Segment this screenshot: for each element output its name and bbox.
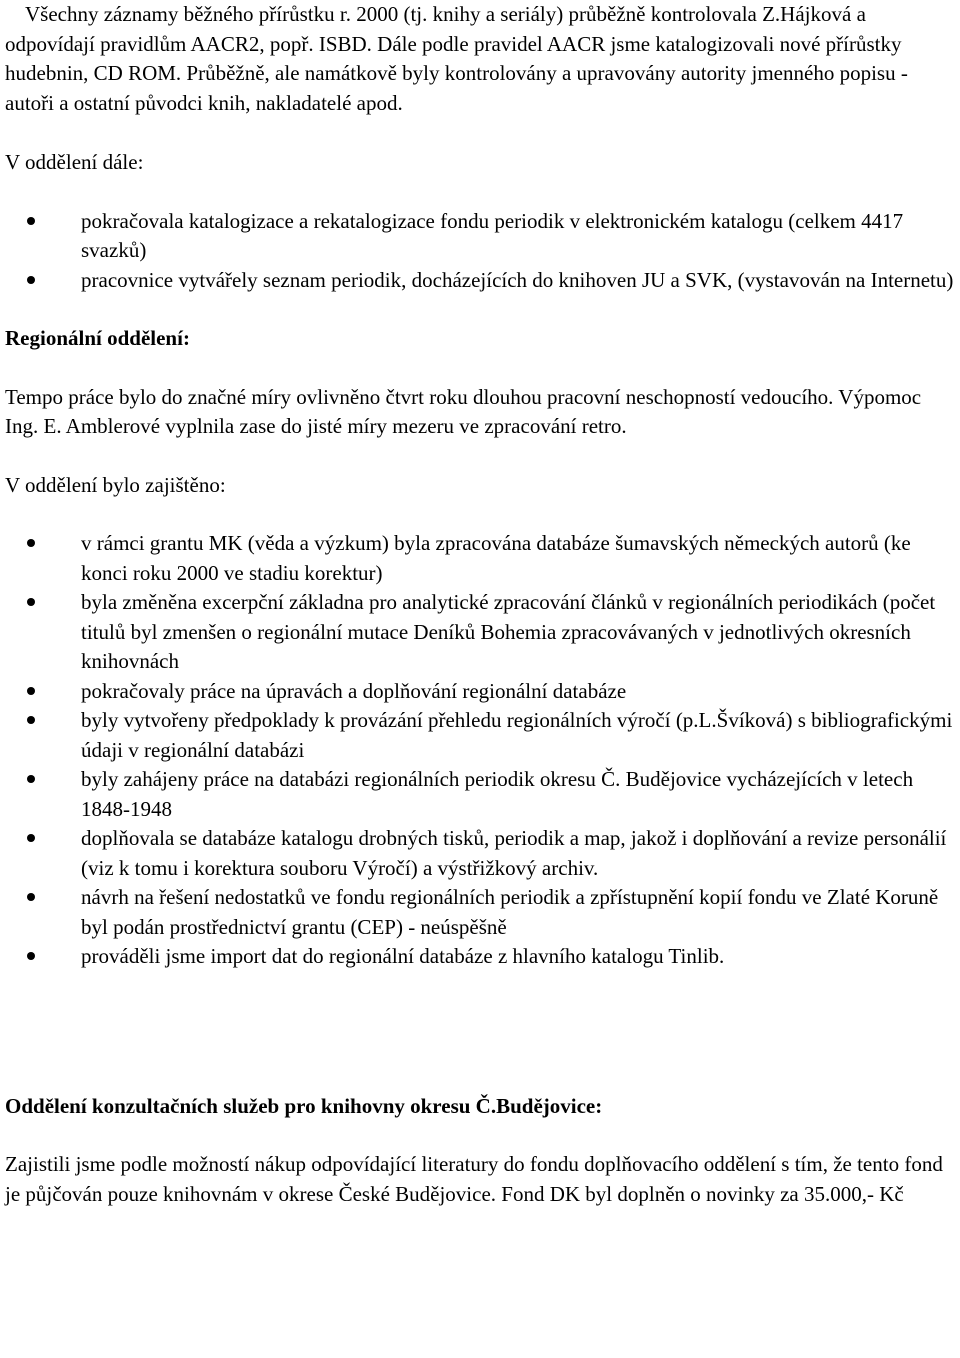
bullet-icon <box>27 687 35 695</box>
list-item: pracovnice vytvářely seznam periodik, docházejících do knihoven JU a SVK, (vystavován na Internetu) <box>5 266 957 296</box>
department-list <box>5 207 957 296</box>
consult-paragraph: Zajistili jsme podle možností nákup odpovídající literatury do fondu doplňovacího oddělení s tím, že tento fond je půjčován pouze knihovnám v okrese České Budějovice. Fond DK byl doplněn o novinky za 35.000,- Kč <box>5 1152 943 1206</box>
bullet-icon <box>27 716 35 724</box>
bullet-icon <box>27 834 35 842</box>
list-item: pokračovaly práce na úpravách a doplňování regionální databáze <box>5 677 957 707</box>
bullet-icon <box>27 952 35 960</box>
regional-heading: Regionální oddělení: <box>5 326 190 350</box>
bullet-icon <box>27 893 35 901</box>
bullet-icon <box>27 217 35 225</box>
list-item: byly zahájeny práce na databázi regionálních periodik okresu Č. Budějovice vycházejících v letech 1848-1948 <box>5 765 957 824</box>
section-lead-department: V oddělení dále: <box>5 150 144 174</box>
list-item: byla změněna excerpční základna pro analytické zpracování článků v regionálních periodikách (počet titulů byl zmenšen o regionální mutace Deníků Bohemia zpracovávaných v jednotlivých okresních knihovnách <box>5 588 957 677</box>
list-item: prováděli jsme import dat do regionální databáze z hlavního katalogu Tinlib. <box>5 942 957 972</box>
list-item: pokračovala katalogizace a rekatalogizace fondu periodik v elektronickém katalogu (celkem 4417 svazků) <box>5 207 957 266</box>
regional-lead: V oddělení bylo zajištěno: <box>5 472 226 497</box>
bullet-icon <box>27 775 35 783</box>
bullet-icon <box>27 276 35 284</box>
intro-paragraph: Všechny záznamy běžného přírůstku r. 2000 (tj. knihy a seriály) průběžně kontrolovala Z.Hájková a odpovídají pravidlům AACR2, popř. ISBD. Dále podle pravidel AACR jsme katalogizovali nové přírůstky hudebnin, CD ROM. Průběžně, ale namátkově byly kontrolovány a upravovány autority jmenného popisu - autoři a ostatní původci knih, nakladatelé apod. <box>5 2 908 115</box>
list-item: doplňovala se databáze katalogu drobných tisků, periodik a map, jakož i doplňování a revize personálií (viz k tomu i korektura souboru Výročí) a výstřižkový archiv. <box>5 824 957 883</box>
list-item: v rámci grantu MK (věda a výzkum) byla zpracována databáze šumavských německých autorů (ke konci roku 2000 ve stadiu korektur) <box>5 529 957 588</box>
bullet-icon <box>27 539 35 547</box>
document-page <box>5 0 957 1209</box>
consult-heading: Oddělení konzultačních služeb pro knihovny okresu Č.Budějovice: <box>5 1093 603 1118</box>
regional-paragraph: Tempo práce bylo do značné míry ovlivněno čtvrt roku dlouhou pracovní neschopností vedoucího. Výpomoc Ing. E. Amblerové vyplnila zase do jisté míry mezeru ve zpracování retro. <box>5 384 922 438</box>
list-item: návrh na řešení nedostatků ve fondu regionálních periodik a zpřístupnění kopií fondu ve Zlaté Koruně byl podán prostřednictví grantu (CEP) - neúspěšně <box>5 883 957 942</box>
bullet-icon <box>27 598 35 606</box>
list-item: byly vytvořeny předpoklady k provázání přehledu regionálních výročí (p.L.Švíková) s bibliografickými údaji v regionální databázi <box>5 706 957 765</box>
regional-list <box>5 529 957 972</box>
